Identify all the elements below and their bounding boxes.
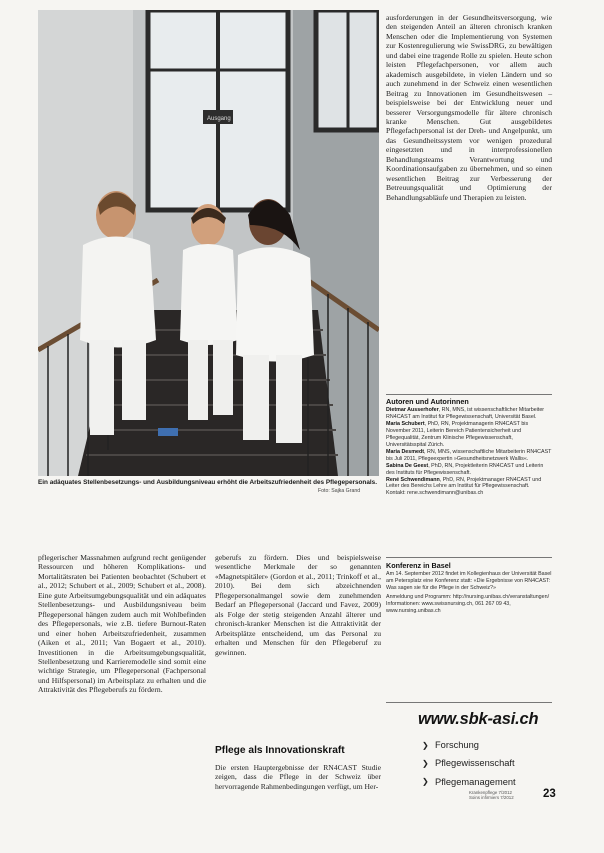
author-text: , PhD, RN, Projektleiterin RN4CAST und Leiterin des Instituts für Pflegewissenschaft. <box>386 462 544 476</box>
divider <box>386 702 552 703</box>
link-label: Pflegemanagement <box>435 776 516 787</box>
chevron-right-icon: ❯ <box>422 758 429 768</box>
photo-caption: Ein adäquates Stellenbesetzungs- und Ausbildungsniveau erhöht die Arbeitszufriedenheit des Pflegepersonals. <box>38 479 377 486</box>
author-text: , PhD, RN, Projektmanager RN4CAST und Leiter des Bereichs Lehre am Institut für Pflegewissenschaft. <box>386 476 542 490</box>
sbk-links <box>422 736 516 791</box>
conference-paragraph: Am 14. September 2012 findet im Kollegienhaus der Universität Basel am Petersplatz eine Konferenz statt: «Die Ergebnisse von RN4CAST: Was sagen sie für die Pflege in der Schweiz?» <box>386 571 552 591</box>
author-name: Maria Desmedt <box>386 448 425 455</box>
authors-title: Autoren und Autorinnen <box>386 397 469 406</box>
conference-title: Konferenz in Basel <box>386 561 451 570</box>
chevron-right-icon: ❯ <box>422 777 429 787</box>
article-column-2-continued: Die ersten Hauptergebnisse der RN4CAST Studie zeigen, dass die Pflege in der Schweiz über hervorragende Rahmenbedingungen verfügt, um Her- <box>215 763 381 791</box>
author-name: Sabina De Geest <box>386 462 429 469</box>
author-entry <box>386 407 552 421</box>
divider <box>386 557 552 558</box>
footer-line: Soins infirmiers 7/2012 <box>469 795 514 801</box>
author-text: , RN, MNS, wissenschaftliche Mitarbeiterin RN4CAST bis Juli 2011, Pflegeexpertin »Gesundheitsnetzwerk Wallis«. <box>386 448 552 462</box>
photo-credit: Foto: Sajka Grand <box>318 488 361 494</box>
link-label: Pflegewissenschaft <box>435 758 515 769</box>
sbk-url-link[interactable]: www.sbk-asi.ch <box>418 710 539 728</box>
exit-sign-text: Ausgang <box>207 116 231 122</box>
link-forschung[interactable] <box>422 736 516 754</box>
article-column-2: geberufs zu fördern. Dies und beispielsweise wesentliche Merkmale der so genannten «Magnetspitäler» (Gordon et al., 2011; Trinkoff et al., 2010). Bei dem sich abzeichnenden Pflegepersonalmangel sowie dem zunehmenden Bedarf an Pflegepersonal (Jaccard und Favez, 2009) als Folge der stetig steigenden Anzahl älterer und chronisch-kranker Menschen ist die Attraktivität der Arbeitsplätze entscheidend, um das Personal zu erhalten und Menschen für den Pflegeberuf zu gewinnen. <box>215 553 381 657</box>
article-photo <box>38 10 379 476</box>
footer-line: Krankenpflege 7/2012 <box>469 790 512 795</box>
contact-text: Kontakt: rene.schwendimann@unibas.ch <box>386 490 484 497</box>
journal-footer <box>469 790 514 801</box>
article-column-1: pflegerischer Massnahmen aufgrund recht genügender Ressourcen und höheren Komplikations- und Mortalitätsraten bei Patienten beobachtet (Schubert et al., 2012; Schubert et al., 2009; Schubert et al., 2008). Eine gute Arbeitsumgebungsqualität und ein adäquates Stellenbesetzungs- und Ausbildungsniveau beim Pflegepersonal hängen zudem auch mit Wohlbefinden des Pflegepersonals, wie z.B. tiefere Burnout-Raten und einer hohen Arbeitszufriedenheit, zusammen (Aiken et al., 2011; Van Bogaert et al., 2010). Investitionen in die Arbeitsumgebungsqualität, Stellenbesetzung und Karrieremodelle sind somit eine wichtige Strategie, um Pflegepersonal (Fachpersonal und Hilfspersonal) im Arbeitsplatz zu erhalten und die Attraktivität des Pflegeberufs zu fördern. <box>38 553 206 695</box>
author-contact <box>386 490 552 497</box>
author-entry <box>386 421 552 449</box>
nurses-on-stairs-image <box>38 10 379 476</box>
link-label: Forschung <box>435 740 479 751</box>
conference-paragraph: Anmeldung und Programm: http://nursing.unibas.ch/veranstaltungen/ Informationen: www.swissnursing.ch, 061 267 09 43, www.nursing.unibas.ch <box>386 593 550 614</box>
authors-list <box>386 407 552 497</box>
link-pflegewissenschaft[interactable] <box>422 754 516 772</box>
link-pflegemanagement[interactable] <box>422 773 516 791</box>
article-column-right: ausforderungen in der Gesundheitsversorgung, wie den steigenden Anteil an älteren chronisch kranken Menschen oder die Implementierung von Systemen zur Kostenregulierung wie SwissDRG, zu bewältigen und dabei eine tragende Rolle zu spielen. Heute schon leisten Pflegefachpersonen, vor allem auch akademisch ausgebildete, in vielen Ländern und so auch zunehmend in der Schweiz einen wesentlichen Beitrag zu Innovationen im Gesundheitswesen – beispielsweise bei der Entwicklung neuer und besserer Versorgungsmodelle für ältere chronisch kranke Menschen. Gut ausgebildetes Pflegefachpersonal ist der Dreh- und Angelpunkt, um das Gesundheitssystem vor wenigen prozedural eingesetzten und in interprofessionellen Behandlungsteams Verantwortung und Koordinationsaufgaben zu übernehmen, und so einen wesentlichen Beitrag zur Verbesserung der Betreuungsqualität und Optimierung der Behandlungsabläufe und Therapien zu leisten. <box>386 13 552 202</box>
author-text: , RN, MNS, ist wissenschaftlicher Mitarbeiter RN4CAST am Institut für Pflegewissenschaft, Universität Basel. <box>386 407 545 420</box>
section-heading: Pflege als Innovationskraft <box>215 745 345 756</box>
divider <box>386 394 552 395</box>
author-name: Dietmar Ausserhofer <box>386 407 439 413</box>
author-name: René Schwendimann <box>386 476 440 483</box>
author-entry <box>386 477 552 491</box>
page-number: 23 <box>543 788 556 800</box>
author-name: Maria Schubert <box>386 420 425 427</box>
author-text: , PhD, RN, Projektmanagerin RN4CAST bis November 2011, Leiterin Bereich Patientensicherheit und Pflegequalität, Zentrum Klinische Pflegewissenschaft, Universitätsspital Zürich. <box>386 420 529 448</box>
chevron-right-icon: ❯ <box>422 740 429 750</box>
conference-box <box>386 571 552 616</box>
author-entry <box>386 449 552 463</box>
author-entry <box>386 463 552 477</box>
